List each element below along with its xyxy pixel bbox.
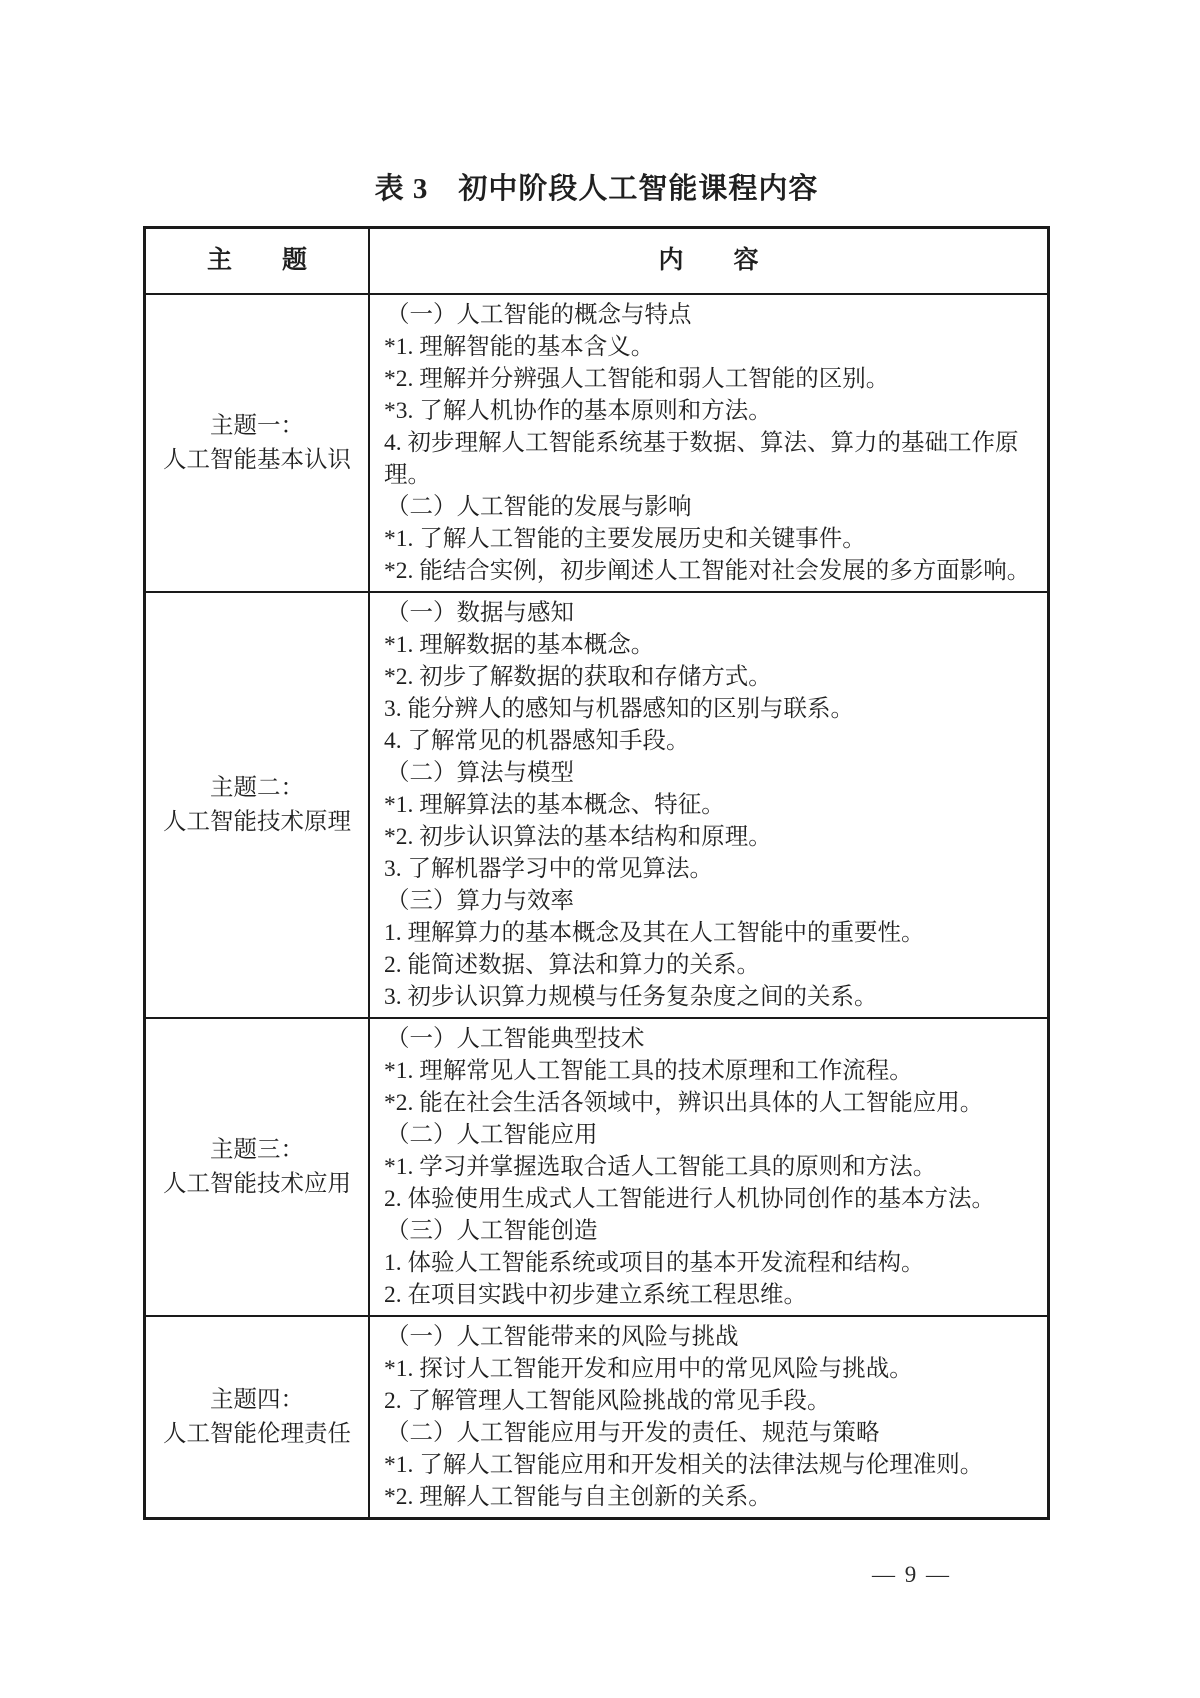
content-item: *2. 理解并分辨强人工智能和弱人工智能的区别。: [384, 366, 890, 392]
content-item: *1. 理解智能的基本含义。: [384, 334, 655, 360]
topic-label-line: 人工智能技术原理: [163, 809, 351, 835]
header-cell-content: 内 容: [658, 247, 759, 274]
page-number: — 9 —: [872, 1562, 951, 1587]
content-item: 4. 初步理解人工智能系统基于数据、算法、算力的基础工作原理。: [384, 430, 1019, 488]
content-item: 4. 了解常见的机器感知手段。: [384, 728, 690, 754]
content-section-heading: （一）人工智能典型技术: [386, 1026, 645, 1052]
table-row: [146, 1315, 1047, 1517]
topic-label-line: 主题二：: [210, 775, 304, 801]
content-item: *2. 能在社会生活各领域中，辨识出具体的人工智能应用。: [384, 1090, 984, 1116]
content-section-heading: （三）算力与效率: [386, 888, 574, 914]
content-item: *1. 理解算法的基本概念、特征。: [384, 792, 725, 818]
content-item: *2. 初步认识算法的基本结构和原理。: [384, 824, 772, 850]
content-item: 2. 在项目实践中初步建立系统工程思维。: [384, 1282, 807, 1308]
content-item: 3. 了解机器学习中的常见算法。: [384, 856, 713, 882]
topic-cell: [146, 593, 370, 1017]
content-item: *1. 了解人工智能应用和开发相关的法律法规与伦理准则。: [384, 1452, 984, 1478]
topic-label-line: 人工智能基本认识: [163, 447, 351, 473]
content-section-heading: （一）人工智能的概念与特点: [386, 302, 692, 328]
content-cell: [370, 295, 1047, 591]
topic-label-line: 主题四：: [210, 1387, 304, 1413]
table-caption: 表 3 初中阶段人工智能课程内容: [374, 173, 819, 205]
topic-label-line: 人工智能伦理责任: [163, 1421, 351, 1447]
content-item: 2. 体验使用生成式人工智能进行人机协同创作的基本方法。: [384, 1186, 995, 1212]
content-section-heading: （一）数据与感知: [386, 600, 574, 626]
content-item: *1. 学习并掌握选取合适人工智能工具的原则和方法。: [384, 1154, 937, 1180]
topic-label-line: 主题一：: [210, 413, 304, 439]
content-section-heading: （三）人工智能创造: [386, 1218, 598, 1244]
content-item: *1. 理解常见人工智能工具的技术原理和工作流程。: [384, 1058, 913, 1084]
content-item: 3. 初步认识算力规模与任务复杂度之间的关系。: [384, 984, 878, 1010]
topic-cell: [146, 295, 370, 591]
content-item: *2. 理解人工智能与自主创新的关系。: [384, 1484, 772, 1510]
topic-cell: [146, 1317, 370, 1517]
table-row: [146, 1017, 1047, 1315]
content-cell: [370, 1317, 1047, 1517]
content-section-heading: （二）人工智能应用: [386, 1122, 598, 1148]
table-header-row: [146, 229, 1047, 293]
content-item: *2. 能结合实例，初步阐述人工智能对社会发展的多方面影响。: [384, 558, 1031, 584]
content-section-heading: （二）算法与模型: [386, 760, 574, 786]
content-item: *1. 理解数据的基本概念。: [384, 632, 655, 658]
content-item: 2. 能简述数据、算法和算力的关系。: [384, 952, 760, 978]
content-item: 1. 体验人工智能系统或项目的基本开发流程和结构。: [384, 1250, 925, 1276]
content-item: 2. 了解管理人工智能风险挑战的常见手段。: [384, 1388, 831, 1414]
content-item: 3. 能分辨人的感知与机器感知的区别与联系。: [384, 696, 854, 722]
content-section-heading: （一）人工智能带来的风险与挑战: [386, 1324, 739, 1350]
topic-label-line: 人工智能技术应用: [163, 1171, 351, 1197]
content-cell: [370, 593, 1047, 1017]
topic-label-line: 主题三：: [210, 1137, 304, 1163]
content-item: 1. 理解算力的基本概念及其在人工智能中的重要性。: [384, 920, 925, 946]
table-row: [146, 591, 1047, 1017]
content-item: *3. 了解人机协作的基本原则和方法。: [384, 398, 772, 424]
content-cell: [370, 1019, 1047, 1315]
curriculum-table: [143, 226, 1050, 1520]
content-item: *1. 探讨人工智能开发和应用中的常见风险与挑战。: [384, 1356, 913, 1382]
table-row: [146, 293, 1047, 591]
content-item: *2. 初步了解数据的获取和存储方式。: [384, 664, 772, 690]
content-section-heading: （二）人工智能应用与开发的责任、规范与策略: [386, 1420, 880, 1446]
content-item: *1. 了解人工智能的主要发展历史和关键事件。: [384, 526, 866, 552]
content-section-heading: （二）人工智能的发展与影响: [386, 494, 692, 520]
table-body: [146, 293, 1047, 1517]
header-cell-topic: 主 题: [146, 229, 370, 293]
topic-cell: [146, 1019, 370, 1315]
